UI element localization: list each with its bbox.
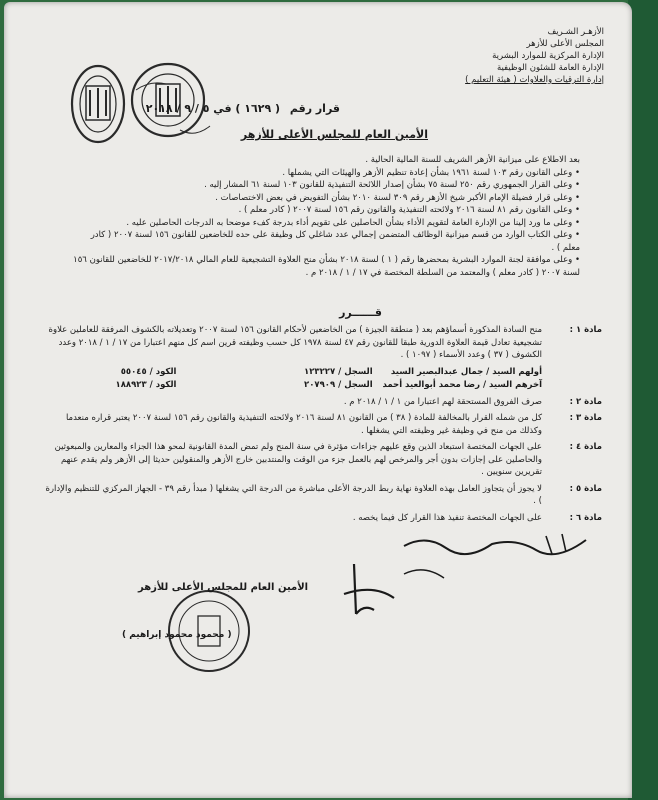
first-code: الكود / ٥٥٠٤٥ — [120, 366, 177, 377]
letterhead — [364, 26, 604, 86]
last-name: آخرهم السيد / رضا محمد أبوالعيد أحمد — [382, 379, 542, 390]
decision-value: ( ١٦٢٩ ) في ٥ / ٩ / ٢٠١٨ — [145, 102, 281, 115]
preamble-item: بعد الاطلاع على ميزانية الأزهر الشريف للسنة المالية الحالية . — [365, 155, 580, 165]
handwritten-signature — [334, 554, 484, 624]
article-1 — [42, 324, 602, 362]
article-label: مادة ٥ : — [569, 483, 602, 494]
article-2 — [42, 396, 602, 409]
preamble-item: • وعلى قرار فضيلة الإمام الأكبر شيخ الأزهر رقم ٣٠٩ لسنة ٢٠١٠ بشأن التفويض في بعض الاختصاصات . — [215, 192, 580, 203]
letterhead-line: إدارة الترقيات والعلاوات ( هيئة التعليم ) — [465, 75, 604, 85]
article-6 — [42, 512, 602, 525]
letterhead-line: الإدارة المركزية للموارد البشرية — [492, 51, 604, 61]
decision-number — [140, 102, 340, 115]
preamble-item: • وعلى الكتاب الوارد من قسم ميزانية الوظائف المتضمن إجمالي عدد شاغلي كل وظيفة على حده للخاضعين للقانون ١٥٦ لسنة ٢٠٠٧ ( كادر معلم ) . — [90, 230, 580, 253]
article-5 — [42, 483, 602, 508]
article-label: مادة ٦ : — [569, 512, 602, 523]
preamble-list — [72, 154, 580, 279]
preamble-item: • وعلى ما ورد إلينا من الإدارة العامة لتقويم الأداء بشأن الحاصلين على تقويم أداء بدرجة كفء موضحا به الدرجات الحاصلين عليه . — [126, 217, 580, 228]
names-range — [42, 366, 542, 392]
letterhead-line: الإدارة العامة للشئون الوظيفية — [496, 63, 604, 73]
document-title: الأمين العام للمجلس الأعلى للأزهر — [240, 128, 428, 141]
article-label: مادة ٢ : — [569, 396, 602, 407]
letterhead-line: الأزهـر الشـريف — [547, 27, 604, 37]
article-text: صرف الفروق المستحقة لهم اعتبارا من ١ / ١ / ٢٠١٨ م . — [343, 396, 542, 407]
last-code: الكود / ١٨٨٩٢٣ — [115, 379, 177, 390]
article-label: مادة ٣ : — [569, 413, 602, 423]
article-label: مادة ١ : — [569, 325, 602, 335]
preamble-item: • وعلى القانون رقم ١٠٣ لسنة ١٩٦١ بشأن إعادة تنظيم الأزهر والهيئات التي يشملها . — [282, 167, 580, 178]
article-label: مادة ٤ : — [569, 442, 602, 452]
preamble-item: • وعلى القانون رقم ٨١ لسنة ٢٠١٦ ولائحته التنفيذية والقانون رقم ١٥٦ لسنة ٢٠٠٧ ( كادر معلم ) . — [238, 205, 580, 215]
decision-label: قرار رقم — [289, 102, 340, 115]
first-name: أولهم السيد / جمال عبدالبصير السيد — [390, 366, 542, 377]
article-text: كل من شمله القرار بالمخالفة للمادة ( ٣٨ ) من القانون ٨١ لسنة ٢٠١٦ ولائحته التنفيذية والقانون رقم ١٥٦ لسنة ٢٠٠٧ يعتبر قراره منعدما وكذلك من منح في وظيفة غير وظيفته التي يشغلها . — [65, 413, 542, 436]
signatory-name: ( محمود محمود إبراهيم ) — [122, 630, 232, 640]
article-3 — [42, 412, 602, 437]
article-text: لا يجوز أن يتجاوز العامل بهذه العلاوة نهاية ربط الدرجة الأعلى مباشرة من الدرجة التي يشغلها ( مبدأ رقم ٣٩ - الجهاز المركزي للتنظيم والإدارة ) . — [45, 483, 542, 506]
signature-icon — [334, 554, 484, 624]
article-4 — [42, 441, 602, 479]
preamble-item: • وعلى موافقة لجنة الموارد البشرية بمحضرها رقم ( ١ ) لسنة ٢٠١٨ بشأن منح العلاوة التشجيعية للعام المالي ٢٠١٧/٢٠١٨ للخاضعين للقانون ١٥٦ لسنة ٢٠٠٧ ( كادر معلم ) والمعتمد من السلطة المختصة في ١٧ / ١ / ٢٠١٨ م . — [73, 255, 580, 278]
document-page — [4, 2, 632, 798]
last-record: السجل / ٢٠٧٩٠٩ — [304, 379, 373, 390]
decided-heading: قــــــرر — [339, 306, 382, 319]
letterhead-line: المجلس الأعلى للأزهر — [526, 39, 604, 49]
signatory-title: الأمين العام للمجلس الأعلى للأزهر — [138, 582, 309, 593]
article-text: على الجهات المختصة تنفيذ هذا القرار كل فيما يخصه . — [352, 512, 542, 523]
article-text: منح السادة المذكورة أسماؤهم بعد ( منطقة الجيزة ) من الخاضعين لأحكام القانون ١٥٦ لسنة ٢٠٠٧ وتعديلاته بالكشوف المرفقة للعاملين علاوة تشجيعية تعادل قيمة العلاوة الدورية طبقا للقانون رقم ٤٧ لسنة ١٩٧٨ كل حسب وظيفته قرين اسم كل منهم اعتبارا من ١٧ / ١ / ٢٠١٨ وعدد الكشوف ( ٣٧ ) وعدد الأسماء ( ١٠٩٧ ) . — [48, 325, 542, 360]
first-record: السجل / ١٢٣٢٢٧ — [304, 366, 373, 377]
articles-list — [42, 324, 602, 528]
article-text: على الجهات المختصة استبعاد الذين وقع عليهم جزاءات مؤثرة في سنة المنح ولم تمض المدة القانونية لمحو هذا الجزاء والمعارين والمبعوثين والحاصلين على إجازات بدون أجر والمرخص لهم بالعمل جزء من الوقت والمنتدبين خارج الأزهر والمنقولين حديثا إلى الأزهر ولم يقدم عنهم تقريرين سنويين . — [54, 442, 542, 477]
background-green-edge — [628, 0, 658, 800]
preamble-item: • وعلى القرار الجمهوري رقم ٢٥٠ لسنة ٧٥ بشأن إصدار اللائحة التنفيذية للقانون ١٠٣ لسنة ٦١ المشار إليه . — [204, 180, 580, 190]
